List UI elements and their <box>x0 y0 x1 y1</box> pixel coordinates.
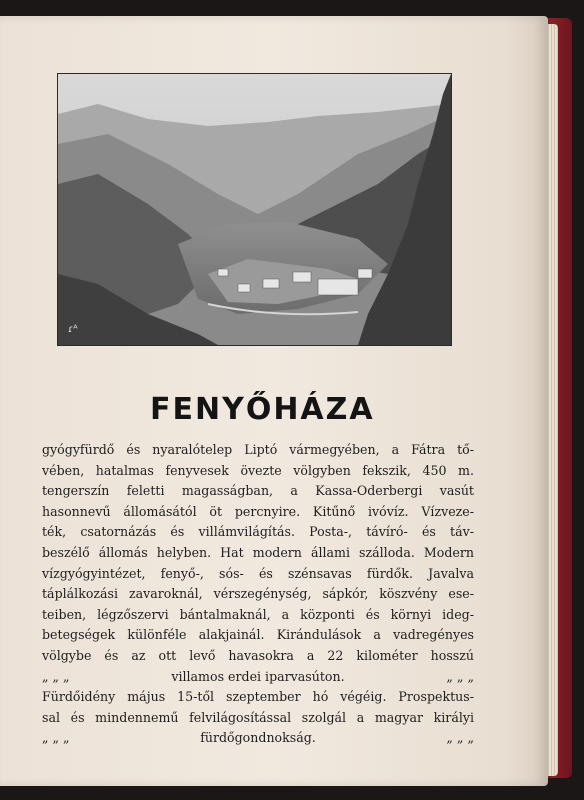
body-line: vében, hatalmas fenyvesek övezte völgyben fekszik, 450 m. <box>42 462 474 478</box>
filler-text: fürdőgondnokság. <box>200 730 316 746</box>
photo-monogram: ɾᴬ <box>68 324 78 335</box>
body-line: tengerszín feletti magasságban, a Kassa-Oderbergi vasút <box>42 483 474 499</box>
body-line: táplálkozási zavaroknál, vérszegénység, sápkór, köszvény ese- <box>42 586 474 602</box>
body-line: hasonnevű állomásától öt percnyire. Kitűnő ivóvíz. Vízveze- <box>42 503 474 519</box>
body-line: beszélő állomás helyben. Hat modern állami szálloda. Modern <box>42 544 474 560</box>
body-line: Fürdőidény május 15-től szeptember hó végéig. Prospektus- <box>42 689 474 705</box>
filler-left: „ „ „ <box>42 730 70 746</box>
filler-right: „ „ „ <box>446 668 474 684</box>
body-line: betegségek különféle alakjainál. Kirándulások a vadregényes <box>42 627 474 643</box>
filler-left: „ „ „ <box>42 668 70 684</box>
filler-line <box>42 667 474 688</box>
body-line: teiben, légzőszervi bántalmaknál, a központi és környi ideg- <box>42 606 474 622</box>
body-line: gyógyfürdő és nyaralótelep Liptó vármegyében, a Fátra tő- <box>42 442 474 457</box>
article-body <box>42 440 474 749</box>
body-line: ték, csatornázás és villámvilágítás. Posta-, távíró- és táv- <box>42 524 474 540</box>
body-line: völgybe és az ott levő havasokra a 22 kilométer hosszú <box>42 647 474 663</box>
body-line: sal és mindennemű felvilágosítással szolgál a magyar királyi <box>42 709 474 725</box>
body-line: vízgyógyintézet, fenyő-, sós- és szénsavas fürdők. Javalva <box>42 565 474 581</box>
filler-line <box>42 728 474 749</box>
page-title: FENYŐHÁZA <box>150 392 375 427</box>
landscape-photo <box>57 73 452 346</box>
filler-right: „ „ „ <box>446 730 474 746</box>
filler-text: villamos erdei iparvasúton. <box>171 668 345 684</box>
